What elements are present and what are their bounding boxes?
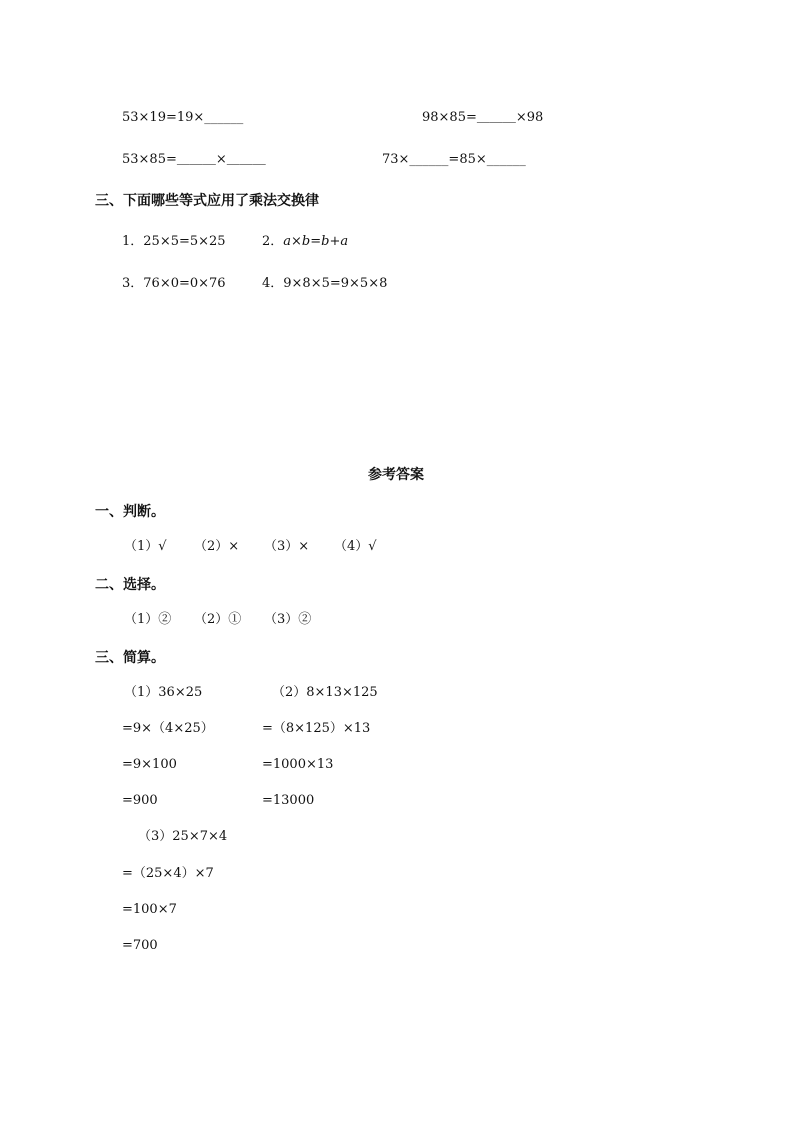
answer-judge-4: （4）√ [334,539,377,554]
blank-eq-2: 98×85=＿＿＿×98 [422,110,544,125]
calc1-step-0: （1）36×25 [124,685,203,700]
blank-eq-4: 73×______=85×______ [382,152,526,167]
answer-choice-3: （3）② [264,612,312,627]
blank-eq-3: 53×85=＿＿＿×＿＿＿ [122,152,266,167]
answers-part1-heading: 一、判断。 [95,504,165,520]
section3-heading: 三、下面哪些等式应用了乘法交换律 [95,193,319,209]
question-item-4: 4．9×8×5=9×5×8 [262,276,388,291]
question-item-2-expr: a×b=b+a [283,234,349,249]
answers-title: 参考答案 [368,467,424,483]
calc2-step-0: （2）8×13×125 [272,685,378,700]
calc1-step-1: =9×（4×25） [122,721,214,736]
question-item-2-number: 2． [262,234,284,249]
answer-choice-1: （1）② [124,612,172,627]
calc2-step-3: =13000 [262,793,315,808]
answer-choice-2: （2）① [194,612,242,627]
answer-judge-1: （1）√ [124,539,167,554]
blank-eq-1: 53×19=19×______ [122,110,244,125]
calc3-step-3: =700 [122,938,158,953]
calc3-step-2: =100×7 [122,902,177,917]
answers-part2-heading: 二、选择。 [95,577,165,593]
calc3-step-0: （3）25×7×4 [138,829,228,844]
answers-part3-heading: 三、简算。 [95,650,165,666]
calc3-step-1: =（25×4）×7 [122,866,214,881]
answer-judge-2: （2）× [194,539,240,554]
calc2-step-2: =1000×13 [262,757,334,772]
calc2-step-1: =（8×125）×13 [262,721,371,736]
question-item-1: 1．25×5=5×25 [122,234,226,249]
question-item-2 [262,234,348,250]
calc1-step-3: =900 [122,793,158,808]
answer-judge-3: （3）× [264,539,310,554]
question-item-3: 3．76×0=0×76 [122,276,226,291]
calc1-step-2: =9×100 [122,757,177,772]
